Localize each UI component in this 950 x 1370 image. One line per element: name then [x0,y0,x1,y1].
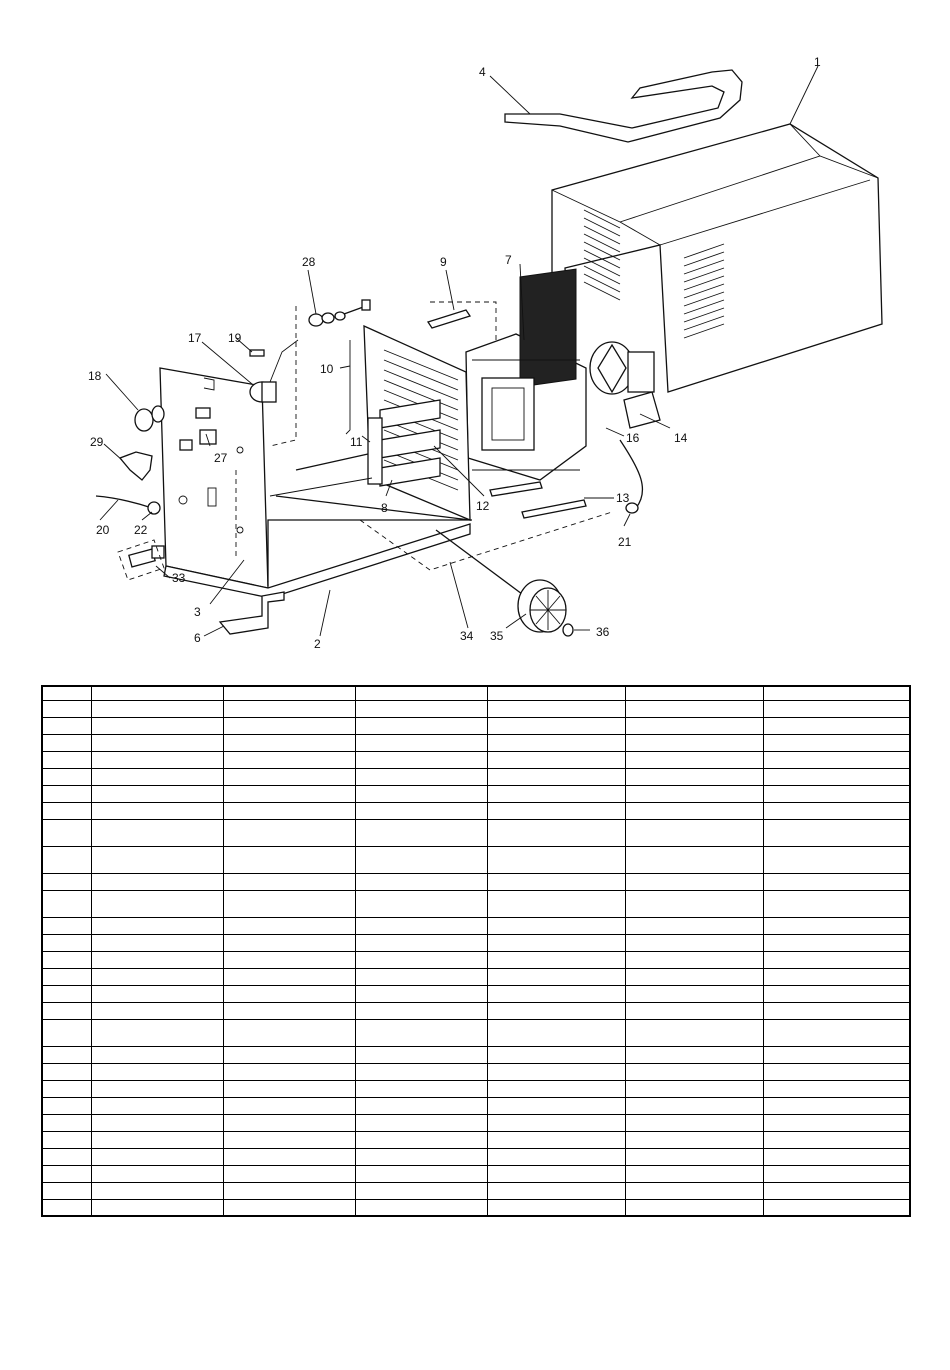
table-cell [223,1080,355,1097]
table-cell [487,751,625,768]
table-row [42,985,910,1002]
table-cell [223,890,355,917]
table-cell [42,1114,91,1131]
callout-1: 1 [814,55,821,69]
table-cell [625,951,763,968]
callout-4: 4 [479,65,486,79]
callout-11: 11 [350,435,363,449]
table-cell [223,1165,355,1182]
table-cell [763,951,910,968]
table-cell [625,700,763,717]
table-cell [42,873,91,890]
table-cell [91,917,223,934]
table-cell [42,717,91,734]
table-cell [223,1131,355,1148]
callout-18: 18 [88,369,102,383]
table-cell [763,819,910,846]
table-cell [223,768,355,785]
callout-21: 21 [618,535,632,549]
table-cell [625,1002,763,1019]
table-cell [42,751,91,768]
table-cell [625,846,763,873]
table-cell [91,1199,223,1216]
table-cell [487,768,625,785]
table-row [42,1165,910,1182]
callout-29: 29 [90,435,104,449]
callout-27: 27 [214,451,228,465]
table-cell [763,985,910,1002]
table-cell [763,934,910,951]
parts-table-body [42,686,910,1216]
table-cell [42,1080,91,1097]
table-cell [355,1131,487,1148]
table-row [42,917,910,934]
callout-36: 36 [596,625,610,639]
table-cell [625,819,763,846]
table-cell [487,1114,625,1131]
table-cell [42,785,91,802]
table-cell [223,700,355,717]
table-cell [42,917,91,934]
table-cell [223,1097,355,1114]
table-cell [355,873,487,890]
table-cell [223,751,355,768]
table-cell [355,1080,487,1097]
table-cell [487,734,625,751]
table-cell [355,1165,487,1182]
table-cell [487,968,625,985]
table-cell [223,717,355,734]
table-cell [487,1002,625,1019]
table-cell [625,1097,763,1114]
callout-19: 19 [228,331,242,345]
table-cell [763,802,910,819]
table-cell [42,968,91,985]
table-cell [355,934,487,951]
table-row [42,1019,910,1046]
table-row [42,846,910,873]
table-cell [625,1165,763,1182]
table-cell [487,917,625,934]
table-row [42,1097,910,1114]
exploded-parts-diagram [0,0,950,670]
table-cell [91,768,223,785]
table-cell [625,1114,763,1131]
table-cell [355,951,487,968]
table-row [42,1063,910,1080]
table-cell [91,1165,223,1182]
table-cell [487,1148,625,1165]
table-cell [355,985,487,1002]
callout-2: 2 [314,637,321,651]
table-cell [91,785,223,802]
table-cell [91,819,223,846]
table-cell [625,768,763,785]
table-cell [42,802,91,819]
table-cell [625,1063,763,1080]
table-cell [487,890,625,917]
table-row [42,700,910,717]
table-cell [763,846,910,873]
table-cell [763,785,910,802]
table-cell [763,751,910,768]
table-row [42,1080,910,1097]
table-row [42,717,910,734]
table-row [42,1148,910,1165]
callout-9: 9 [440,255,447,269]
table-cell [625,1019,763,1046]
table-cell [763,1131,910,1148]
table-cell [91,890,223,917]
table-cell [355,890,487,917]
table-row [42,802,910,819]
table-cell [763,1114,910,1131]
table-cell [91,1046,223,1063]
table-cell [223,1063,355,1080]
table-cell [91,1097,223,1114]
table-cell [91,985,223,1002]
part-foot [220,592,284,634]
part-fan [590,342,660,428]
part-star-knob [120,452,152,480]
table-cell [91,686,223,700]
table-cell [223,1114,355,1131]
table-cell [42,1131,91,1148]
table-cell [91,846,223,873]
table-cell [42,1063,91,1080]
table-cell [42,890,91,917]
table-cell [355,802,487,819]
table-cell [487,934,625,951]
table-cell [487,985,625,1002]
table-row [42,1199,910,1216]
table-cell [625,1148,763,1165]
table-row [42,890,910,917]
table-cell [223,846,355,873]
table-cell [487,873,625,890]
table-cell [763,890,910,917]
table-cell [763,1046,910,1063]
table-cell [223,873,355,890]
table-cell [355,1046,487,1063]
table-cell [763,1080,910,1097]
table-cell [763,700,910,717]
table-cell [91,751,223,768]
part-handle [505,70,742,142]
table-cell [91,1019,223,1046]
callout-34: 34 [460,629,474,643]
table-cell [42,819,91,846]
part-knob [135,406,164,431]
parts-list-table [41,685,911,1217]
table-row [42,819,910,846]
table-cell [355,1063,487,1080]
table-cell [42,951,91,968]
table-row [42,768,910,785]
table-cell [355,1182,487,1199]
table-cell [91,717,223,734]
table-cell [223,1199,355,1216]
callout-7: 7 [505,253,512,267]
table-cell [42,1019,91,1046]
table-cell [487,1165,625,1182]
table-cell [42,768,91,785]
table-cell [487,1019,625,1046]
table-cell [42,1165,91,1182]
table-row [42,1046,910,1063]
table-cell [42,1148,91,1165]
table-cell [487,1080,625,1097]
table-cell [487,1097,625,1114]
table-cell [625,890,763,917]
callout-14: 14 [674,431,688,445]
table-cell [625,1199,763,1216]
table-cell [42,734,91,751]
part-cable [96,496,160,514]
table-cell [223,1148,355,1165]
part-wires [296,340,368,470]
table-cell [91,1080,223,1097]
table-cell [355,686,487,700]
table-cell [223,985,355,1002]
callout-8: 8 [381,501,388,515]
table-cell [223,785,355,802]
table-cell [625,686,763,700]
table-cell [42,934,91,951]
callout-22: 22 [134,523,148,537]
table-cell [42,1097,91,1114]
table-row [42,1182,910,1199]
table-cell [487,802,625,819]
table-cell [42,1046,91,1063]
table-cell [355,968,487,985]
table-cell [487,1182,625,1199]
table-row [42,785,910,802]
table-cell [487,1046,625,1063]
table-cell [763,686,910,700]
table-cell [625,717,763,734]
callout-6: 6 [194,631,201,645]
part-bracket-strip [490,482,586,518]
table-cell [625,934,763,951]
table-row [42,968,910,985]
part-washers [309,300,370,326]
table-cell [625,785,763,802]
table-cell [42,686,91,700]
table-cell [355,751,487,768]
table-cell [487,846,625,873]
callout-16: 16 [626,431,640,445]
table-cell [355,768,487,785]
table-cell [487,700,625,717]
table-cell [223,951,355,968]
table-cell [223,968,355,985]
table-cell [223,802,355,819]
part-front-panel [160,368,268,588]
table-cell [91,1063,223,1080]
table-cell [763,717,910,734]
part-switch [250,340,298,402]
callout-10: 10 [320,362,334,376]
table-cell [355,717,487,734]
table-cell [625,1080,763,1097]
table-cell [763,1182,910,1199]
table-cell [91,1182,223,1199]
callout-12: 12 [476,499,490,513]
table-cell [223,819,355,846]
part-connector [250,350,264,356]
table-cell [355,785,487,802]
table-cell [625,968,763,985]
table-cell [487,1131,625,1148]
callout-35: 35 [490,629,504,643]
table-cell [763,1063,910,1080]
part-socket [118,540,164,580]
table-cell [42,700,91,717]
table-cell [223,917,355,934]
table-cell [91,968,223,985]
table-cell [625,751,763,768]
table-cell [625,1046,763,1063]
table-cell [763,1002,910,1019]
part-shim [428,310,470,328]
table-cell [487,1063,625,1080]
table-cell [42,846,91,873]
table-cell [355,1148,487,1165]
table-cell [763,1199,910,1216]
table-cell [223,1182,355,1199]
table-cell [487,819,625,846]
table-row [42,934,910,951]
table-cell [763,1097,910,1114]
callout-33: 33 [172,571,186,585]
table-cell [763,917,910,934]
callout-13: 13 [616,491,630,505]
table-cell [223,934,355,951]
table-cell [763,1148,910,1165]
table-cell [91,1002,223,1019]
table-cell [763,968,910,985]
table-cell [42,1182,91,1199]
table-row [42,1131,910,1148]
table-cell [91,1148,223,1165]
table-cell [763,1165,910,1182]
table-cell [355,846,487,873]
table-cell [625,985,763,1002]
table-cell [625,734,763,751]
table-row [42,951,910,968]
table-cell [625,917,763,934]
table-cell [91,873,223,890]
table-cell [355,1114,487,1131]
part-transformer [466,269,586,480]
table-cell [763,734,910,751]
table-row [42,1002,910,1019]
table-cell [487,1199,625,1216]
table-row [42,734,910,751]
table-row [42,686,910,700]
table-cell [625,1182,763,1199]
callout-28: 28 [302,255,316,269]
table-row [42,873,910,890]
table-cell [487,717,625,734]
table-cell [763,873,910,890]
table-cell [625,802,763,819]
table-cell [355,1097,487,1114]
table-cell [355,1199,487,1216]
table-cell [355,734,487,751]
table-cell [763,1019,910,1046]
table-cell [625,873,763,890]
table-cell [223,1002,355,1019]
table-cell [91,1131,223,1148]
table-cell [223,1019,355,1046]
table-cell [355,1019,487,1046]
table-cell [223,686,355,700]
table-cell [91,951,223,968]
table-cell [223,1046,355,1063]
callout-3: 3 [194,605,201,619]
table-cell [42,1199,91,1216]
table-cell [487,951,625,968]
table-cell [42,1002,91,1019]
table-row [42,751,910,768]
table-cell [487,785,625,802]
table-cell [91,1114,223,1131]
table-cell [487,686,625,700]
table-cell [42,985,91,1002]
table-cell [91,934,223,951]
table-cell [355,1002,487,1019]
table-cell [91,734,223,751]
table-cell [223,734,355,751]
table-cell [91,700,223,717]
table-row [42,1114,910,1131]
table-cell [355,819,487,846]
table-cell [763,768,910,785]
table-cell [355,700,487,717]
table-cell [91,802,223,819]
table-cell [355,917,487,934]
callout-20: 20 [96,523,110,537]
callout-17: 17 [188,331,202,345]
table-cell [625,1131,763,1148]
